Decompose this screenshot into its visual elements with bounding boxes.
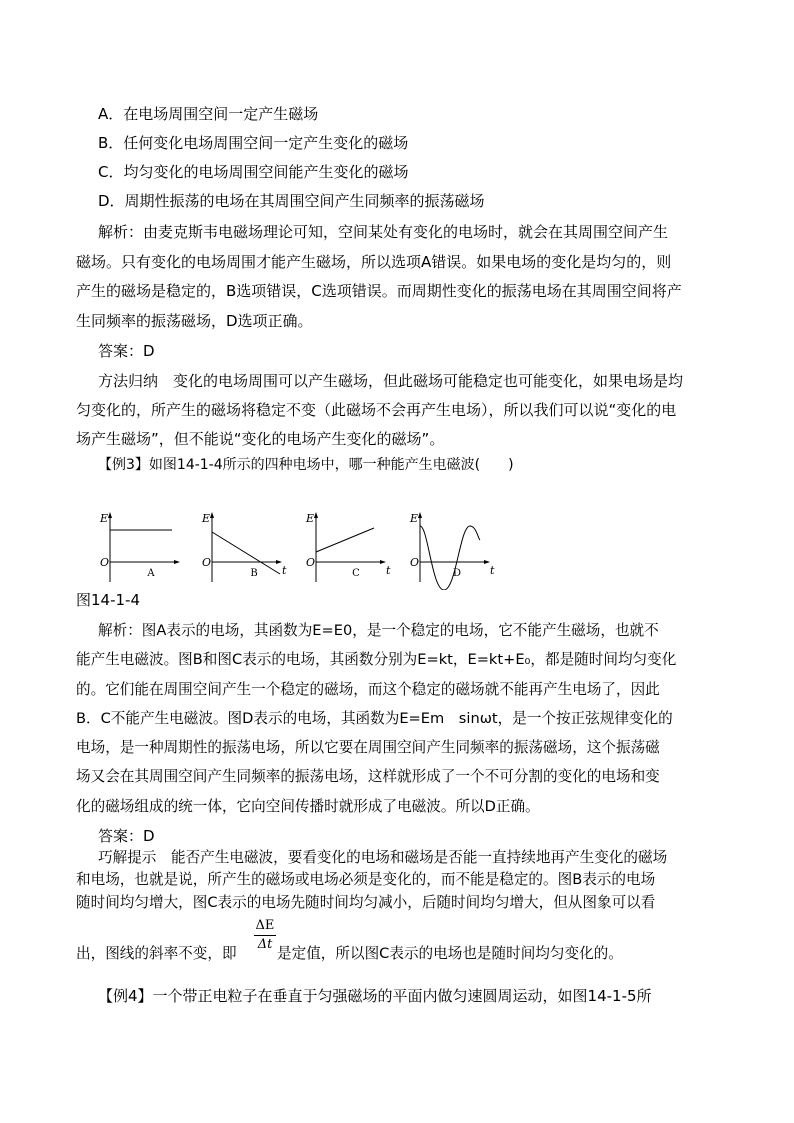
analysis-line: 解析：由麦克斯韦电磁场理论可知，空间某处有变化的电场时，就会在其周围空间产生 (98, 223, 669, 241)
analysis-line: 电场，是一种周期性的振荡电场，所以它要在周围空间产生同频率的振荡磁场，这个振荡磁 (76, 739, 660, 756)
tip-line-before-fraction: 出，图线的斜率不变，即 (76, 945, 237, 962)
figure-caption: 图14-1-4 (76, 591, 140, 609)
svg-text:O: O (202, 556, 212, 569)
svg-text:E: E (202, 512, 211, 525)
answer: 答案：D (98, 827, 155, 845)
analysis-line: 产生的磁场是稳定的，B选项错误，C选项错误。而周期性变化的振荡电场在其周围空间将产 (76, 282, 682, 300)
svg-text:t: t (282, 564, 287, 577)
method-line: 方法归纳 变化的电场周围可以产生磁场，但此磁场可能稳定也可能变化，如果电场是均 (98, 372, 684, 390)
graph-label-a: A (147, 568, 155, 579)
svg-text:t: t (386, 564, 391, 577)
graph-label-b: B (250, 568, 258, 579)
analysis-line: 生同频率的振荡磁场，D选项正确。 (76, 312, 313, 330)
tip-line-after-fraction: 是定值，所以图C表示的电场也是随时间均匀变化的。 (277, 945, 623, 962)
svg-text:E: E (306, 512, 315, 525)
graph-c (298, 510, 391, 590)
option-a: A．在电场周围空间一定产生磁场 (98, 105, 319, 123)
method-line: 匀变化的，所产生的磁场将稳定不变（此磁场不会再产生电场），所以我们可以说“变化的电 (76, 401, 677, 419)
graph-a (92, 510, 182, 590)
example-4-title: 【例4】一个带正电粒子在垂直于匀强磁场的平面内做匀速圆周运动，如图14-1-5所 (98, 987, 652, 1005)
svg-text:t: t (490, 564, 495, 577)
svg-text:O: O (410, 556, 420, 569)
graph-d-sine (420, 526, 480, 590)
tip-line: 和电场，也就是说，所产生的磁场或电场必须是变化的，而不能是稳定的。图B表示的电场 (76, 871, 656, 888)
graph-label-c: C (352, 568, 360, 579)
analysis-line: B．C不能产生电磁波。图D表示的电场，其函数为E=Em sinωt，是一个按正弦规律变化的 (76, 710, 673, 727)
option-b: B．任何变化电场周围空间一定产生变化的磁场 (98, 134, 409, 152)
analysis-line: 化的磁场组成的统一体，它向空间传播时就形成了电磁波。所以D正确。 (76, 798, 540, 815)
method-line: 场产生磁场”，但不能说“变化的电场产生变化的磁场”。 (76, 430, 445, 448)
example-3-title: 【例3】如图14-1-4所示的四种电场中，哪一种能产生电磁波( ) (98, 457, 514, 473)
graph-label-d: D (452, 568, 462, 579)
answer: 答案：D (98, 342, 155, 360)
graph-c-line (316, 528, 374, 552)
graph-b (194, 510, 287, 590)
tip-line: 巧解提示 能否产生电磁波，要看变化的电场和磁场是否能一直持续地再产生变化的磁场 (98, 849, 668, 866)
analysis-line: 的。它们能在周围空间产生一个稳定的磁场，而这个稳定的磁场就不能再产生电场了，因此 (76, 681, 660, 698)
svg-text:O: O (306, 556, 316, 569)
analysis-line: 解析：图A表示的电场，其函数为E=E0，是一个稳定的电场，它不能产生磁场，也就不 (98, 622, 659, 639)
delta-e-over-delta-t: ΔE Δt (255, 918, 275, 952)
tip-line: 随时间均匀增大，图C表示的电场先随时间均匀减小，后随时间均匀增大，但从图象可以看 (76, 894, 656, 911)
svg-text:O: O (100, 556, 110, 569)
analysis-line: 场又会在其周围空间产生同频率的振荡电场，这样就形成了一个不可分割的变化的电场和变 (76, 768, 660, 785)
option-c: C．均匀变化的电场周围空间能产生变化的磁场 (98, 163, 409, 181)
svg-text:E: E (100, 512, 109, 525)
svg-text:E: E (410, 512, 419, 525)
analysis-line: 磁场。只有变化的电场周围才能产生磁场，所以选项A错误。如果电场的变化是均匀的，则 (76, 253, 672, 271)
analysis-line: 能产生电磁波。图B和图C表示的电场，其函数分别为E=kt，E=kt+E₀，都是随时间均匀变化 (76, 651, 677, 668)
option-d: D．周期性振荡的电场在其周围空间产生同频率的振荡磁场 (98, 192, 485, 210)
